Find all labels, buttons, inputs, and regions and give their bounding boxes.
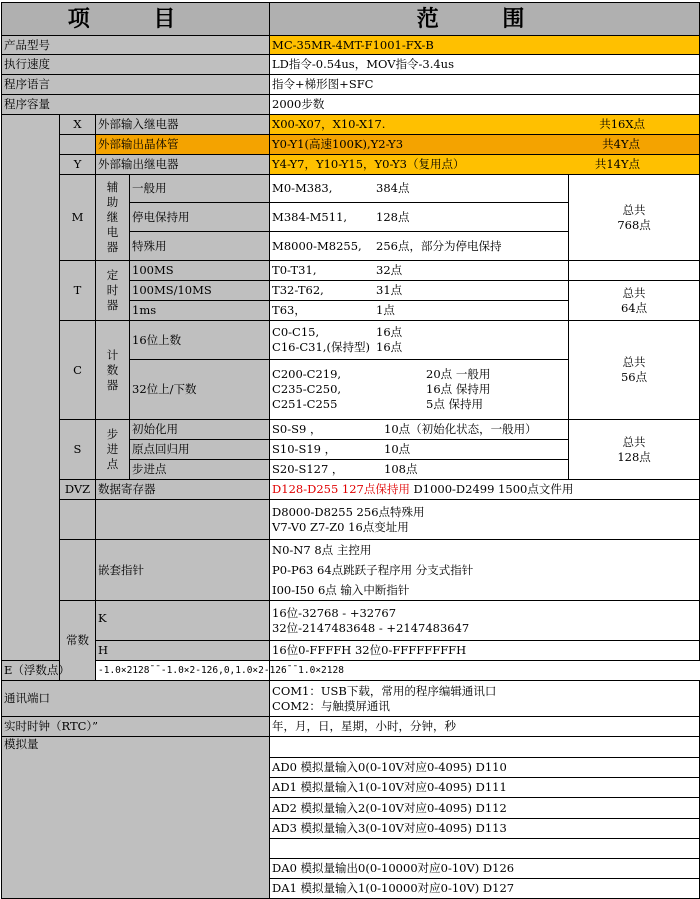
t-range-0: T0-T31, bbox=[272, 263, 317, 277]
s-range-1: S10-S19 ， bbox=[272, 442, 337, 456]
s-value-0 bbox=[270, 420, 569, 440]
io-code-y: Y bbox=[60, 155, 96, 175]
m-range-2: M8000-M8255, bbox=[272, 238, 362, 253]
s-name-2: 步进点 bbox=[130, 460, 270, 480]
value-speed: LD指令-0.54us，MOV指令-3.4us bbox=[270, 55, 700, 75]
c-count-0: 16点 16点 bbox=[376, 325, 403, 354]
d-spacer-name bbox=[96, 500, 270, 540]
io-count-transistor: 共4Y点 bbox=[602, 137, 641, 151]
io-name-x: 外部输入继电器 bbox=[96, 115, 270, 135]
const-e-value: -1.0×2128¯¯-1.0×2-126,0,1.0×2-126¯¯1.0×2128 bbox=[96, 661, 270, 681]
c-group: 计数器 bbox=[96, 321, 130, 420]
s-value-2 bbox=[270, 460, 569, 480]
d-file-range: D1000-D2499 1500点文件用 bbox=[409, 482, 574, 496]
t-value-1 bbox=[270, 281, 569, 301]
d-name: 数据寄存器 bbox=[96, 480, 270, 500]
m-name-0: 一般用 bbox=[130, 175, 270, 203]
analog-row-ad0: AD0 模拟量输入0(0-10V对应0-4095) D110 bbox=[270, 758, 700, 778]
header-range: 范 围 bbox=[270, 3, 700, 36]
s-total: 总共 128点 bbox=[569, 420, 700, 480]
io-range-x: X00-X07，X10-X17. bbox=[272, 117, 386, 131]
m-count-2: 256点，部分为停电保持 bbox=[376, 238, 502, 253]
value-rtc: 年，月，日，星期，小时，分钟，秒 bbox=[270, 717, 700, 737]
value-model: MC-35MR-4MT-F1001-FX-B bbox=[270, 36, 700, 55]
const-k-name: K bbox=[96, 601, 270, 641]
m-total: 总共 768点 bbox=[569, 175, 700, 261]
label-comm: 通讯端口 bbox=[2, 681, 270, 717]
m-value-2 bbox=[270, 232, 569, 261]
const-name: 常数 bbox=[60, 601, 96, 681]
const-k-value: 16位-32768 - +32767 32位-2147483648 - +2147483647 bbox=[270, 601, 700, 641]
const-e-name: E（浮数点） bbox=[2, 661, 96, 681]
t-value-0 bbox=[270, 261, 569, 281]
c-range-0: C0-C15, C16-C31,(保持型) bbox=[272, 325, 370, 354]
value-capacity: 2000步数 bbox=[270, 95, 700, 115]
s-value-1 bbox=[270, 440, 569, 460]
t-name-0: 100MS bbox=[130, 261, 270, 281]
label-capacity: 程序容量 bbox=[2, 95, 270, 115]
m-range-0: M0-M383, bbox=[272, 181, 333, 195]
nest-spacer bbox=[60, 540, 96, 601]
analog-row-da0: DA0 模拟量输出0(0-10000对应0-10V) D126 bbox=[270, 859, 700, 879]
spec-table bbox=[1, 2, 700, 899]
io-name-transistor: 外部输出晶体管 bbox=[96, 135, 270, 155]
c-total: 总共 56点 bbox=[569, 321, 700, 420]
analog-row-ad3: AD3 模拟量输入3(0-10V对应0-4095) D113 bbox=[270, 819, 700, 839]
io-count-y: 共14Y点 bbox=[594, 157, 641, 171]
nest-value: N0-N7 8点 主控用 P0-P63 64点跳跃子程序用 分支式指针 I00-I50 6点 输入中断指针 bbox=[270, 540, 700, 601]
c-range-1: C200-C219, C235-C250, C251-C255 bbox=[272, 367, 342, 411]
value-language: 指令+梯形图+SFC bbox=[270, 75, 700, 95]
m-name-1: 停电保持用 bbox=[130, 203, 270, 232]
t-spacer bbox=[569, 261, 700, 281]
s-code: S bbox=[60, 420, 96, 480]
io-code-x: X bbox=[60, 115, 96, 135]
c-value-0 bbox=[270, 321, 569, 360]
m-group: 辅助继电器 bbox=[96, 175, 130, 261]
m-name-2: 特殊用 bbox=[130, 232, 270, 261]
s-range-2: S20-S127 ， bbox=[272, 462, 344, 476]
c-name-0: 16位上数 bbox=[130, 321, 270, 360]
label-model: 产品型号 bbox=[2, 36, 270, 55]
label-analog: 模拟量 bbox=[2, 737, 270, 899]
analog-row-ad1: AD1 模拟量输入1(0-10V对应0-4095) D111 bbox=[270, 778, 700, 798]
t-name-2: 1ms bbox=[130, 301, 270, 321]
const-h-value: 16位0-FFFFH 32位0-FFFFFFFFH bbox=[270, 641, 700, 661]
d-retentive-range: D128-D255 127点保持用 bbox=[272, 482, 410, 496]
t-range-2: T63， bbox=[272, 303, 306, 317]
m-value-1 bbox=[270, 203, 569, 232]
t-name-1: 100MS/10MS bbox=[130, 281, 270, 301]
t-range-1: T32-T62, bbox=[272, 283, 324, 297]
analog-row-blank bbox=[270, 839, 700, 859]
t-count-0: 32点 bbox=[376, 263, 403, 277]
m-value-0 bbox=[270, 175, 569, 203]
m-code: M bbox=[60, 175, 96, 261]
s-name-1: 原点回归用 bbox=[130, 440, 270, 460]
c-code: C bbox=[60, 321, 96, 420]
analog-spacer-top bbox=[270, 737, 700, 758]
t-code: T bbox=[60, 261, 96, 321]
m-count-0: 384点 bbox=[376, 181, 410, 195]
s-count-2: 108点 bbox=[384, 462, 418, 476]
nest-name: 嵌套指针 bbox=[96, 540, 270, 601]
io-name-y: 外部输出继电器 bbox=[96, 155, 270, 175]
c-count-1: 20点 一般用 16点 保持用 5点 保持用 bbox=[426, 367, 491, 411]
io-code-transistor bbox=[60, 135, 96, 155]
io-value-x bbox=[270, 115, 700, 135]
c-value-1 bbox=[270, 360, 569, 420]
d-line-1 bbox=[270, 480, 700, 500]
label-rtc: 实时时钟（RTC）” bbox=[2, 717, 270, 737]
io-value-y bbox=[270, 155, 700, 175]
analog-row-ad2: AD2 模拟量输入2(0-10V对应0-4095) D112 bbox=[270, 798, 700, 819]
analog-row-da1: DA1 模拟量输入1(0-10000对应0-10V) D127 bbox=[270, 879, 700, 899]
io-range-transistor: Y0-Y1(高速100K),Y2-Y3 bbox=[272, 137, 404, 151]
s-count-1: 10点 bbox=[384, 442, 411, 456]
value-comm: COM1：USB下载，常用的程序编辑通讯口 COM2：与触摸屏通讯 bbox=[270, 681, 700, 717]
t-group: 定时器 bbox=[96, 261, 130, 321]
io-count-x: 共16X点 bbox=[599, 117, 646, 131]
header-item: 项 目 bbox=[2, 3, 270, 36]
t-count-2: 1点 bbox=[376, 303, 395, 317]
t-count-1: 31点 bbox=[376, 283, 403, 297]
label-language: 程序语言 bbox=[2, 75, 270, 95]
d-spacer-code bbox=[60, 500, 96, 540]
d-code: DVZ bbox=[60, 480, 96, 500]
m-range-1: M384-M511, bbox=[272, 209, 348, 224]
t-total: 总共 64点 bbox=[569, 281, 700, 321]
c-name-1: 32位上/下数 bbox=[130, 360, 270, 420]
s-range-0: S0-S9 ， bbox=[272, 422, 322, 436]
s-name-0: 初始化用 bbox=[130, 420, 270, 440]
const-h-name: H bbox=[96, 641, 270, 661]
s-group: 步进点 bbox=[96, 420, 130, 480]
d-line-2: D8000-D8255 256点特殊用 V7-V0 Z7-Z0 16点变址用 bbox=[270, 500, 700, 540]
io-value-transistor bbox=[270, 135, 700, 155]
device-group-cell bbox=[2, 115, 60, 661]
label-speed: 执行速度 bbox=[2, 55, 270, 75]
io-range-y: Y4-Y7，Y10-Y15，Y0-Y3（复用点） bbox=[272, 157, 465, 171]
t-value-2 bbox=[270, 301, 569, 321]
s-count-0: 10点（初始化状态，一般用） bbox=[384, 422, 537, 436]
m-count-1: 128点 bbox=[376, 209, 410, 224]
